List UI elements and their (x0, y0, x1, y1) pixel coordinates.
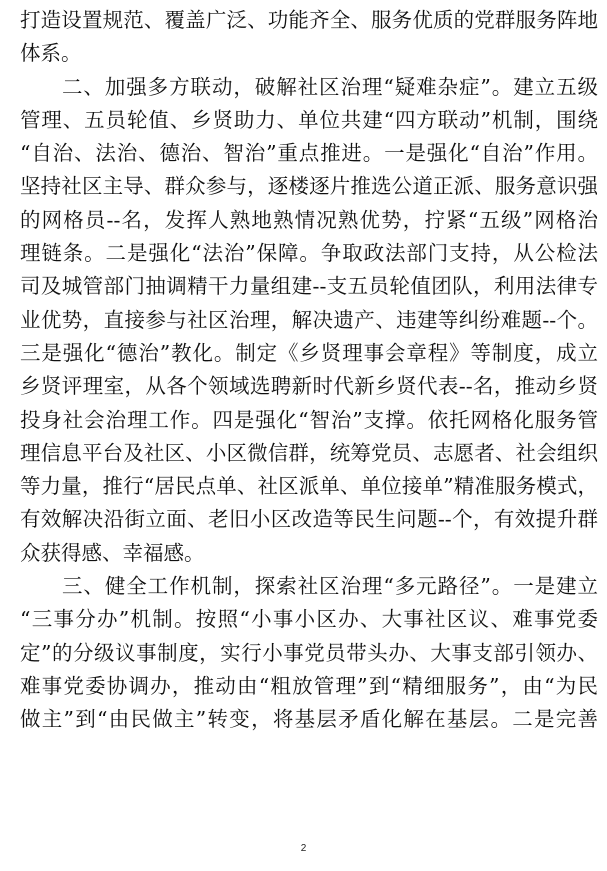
text-line: 定”的分级议事制度，实行小事党员带头办、大事支部引领办、 (20, 640, 598, 665)
text-line: 体系。 (20, 41, 82, 66)
text-line: 做主”到“由民做主”转变，将基层矛盾化解在基层。二是完善 (20, 707, 598, 732)
text-line: 众获得感、幸福感。 (20, 540, 205, 565)
text-line: 司及城管部门抽调精干力量组建--支五员轮值团队，利用法律专 (20, 274, 598, 299)
text-line: 三是强化“德治”教化。制定《乡贤理事会章程》等制度，成立 (20, 340, 598, 365)
text-line: 理信息平台及社区、小区微信群，统筹党员、志愿者、社会组织 (20, 440, 598, 465)
text-line: 二、加强多方联动，破解社区治理“疑难杂症”。建立五级 (62, 74, 598, 99)
text-line: 等力量，推行“居民点单、社区派单、单位接单”精准服务模式， (20, 474, 598, 499)
text-line: 投身社会治理工作。四是强化“智治”支撑。依托网格化服务管 (20, 407, 598, 432)
text-line: 管理、五员轮值、乡贤助力、单位共建“四方联动”机制，围绕 (20, 107, 598, 132)
text-line: 有效解决沿街立面、老旧小区改造等民生问题--个，有效提升群 (20, 507, 598, 532)
document-body (20, 4, 598, 737)
text-line: “三事分办”机制。按照“小事小区办、大事社区议、难事党委 (20, 607, 598, 632)
page-number: 2 (300, 843, 307, 854)
text-line: 业优势，直接参与社区治理，解决遗产、违建等纠纷难题--个。 (20, 307, 598, 332)
text-line: 难事党委协调办，推动由“粗放管理”到“精细服务”，由“为民 (20, 673, 598, 698)
text-line: “自治、法治、德治、智治”重点推进。一是强化“自治”作用。 (20, 141, 598, 166)
text-line: 乡贤评理室，从各个领域选聘新时代新乡贤代表--名，推动乡贤 (20, 374, 598, 399)
text-line: 三、健全工作机制，探索社区治理“多元路径”。一是建立 (62, 574, 598, 599)
text-line: 打造设置规范、覆盖广泛、功能齐全、服务优质的党群服务阵地 (20, 8, 598, 32)
text-line: 理链条。二是强化“法治”保障。争取政法部门支持，从公检法 (20, 241, 598, 266)
text-line: 的网格员--名，发挥人熟地熟情况熟优势，拧紧“五级”网格治 (20, 207, 598, 232)
text-line: 坚持社区主导、群众参与，逐楼逐片推选公道正派、服务意识强 (20, 174, 598, 199)
